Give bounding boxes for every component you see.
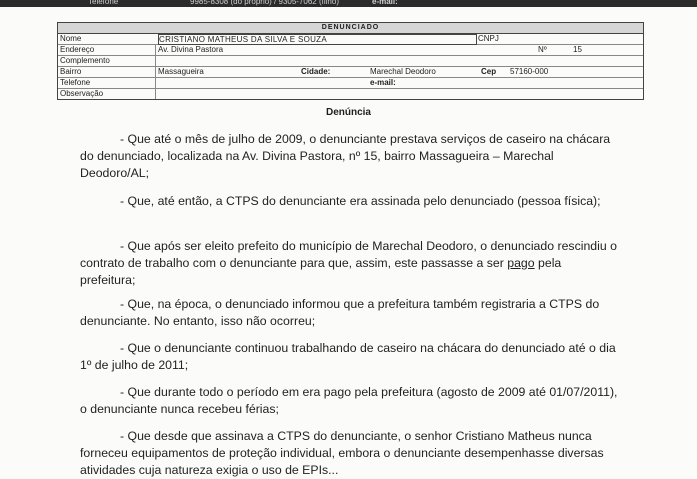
numero-value: 15 bbox=[573, 45, 582, 54]
cep-value: 57160-000 bbox=[510, 67, 549, 76]
paragraph-2-text: - Que, até então, a CTPS do denunciante era assinada pelo denunciado (pessoa física); bbox=[120, 194, 601, 208]
divider bbox=[155, 56, 156, 66]
paragraph-1 bbox=[80, 131, 620, 182]
telefone-row-label: Telefone bbox=[60, 78, 91, 87]
form-header: DENUNCIADO bbox=[58, 23, 643, 34]
cnpj-label: CNPJ bbox=[478, 34, 499, 43]
observacao-label: Observação bbox=[60, 89, 104, 98]
divider bbox=[155, 89, 156, 99]
paragraph-5 bbox=[80, 340, 620, 374]
bairro-label: Bairro bbox=[60, 67, 82, 76]
paragraph-3-text bbox=[80, 238, 620, 289]
row-observacao bbox=[58, 89, 643, 99]
nome-label: Nome bbox=[60, 34, 82, 43]
nome-value: CRISTIANO MATHEUS DA SILVA E SOUZA bbox=[158, 34, 477, 45]
divider bbox=[155, 78, 156, 88]
row-complemento bbox=[58, 56, 643, 67]
cidade-label: Cidade: bbox=[301, 67, 331, 76]
complemento-label: Complemento bbox=[60, 56, 110, 65]
cep-label: Cep bbox=[481, 67, 497, 76]
divider bbox=[155, 45, 156, 55]
email-label: e-mail: bbox=[372, 0, 398, 6]
bairro-value: Massagueira bbox=[158, 67, 204, 76]
numero-label: Nº bbox=[538, 45, 547, 54]
telefone-label: Telefone bbox=[88, 0, 119, 6]
previous-section-strip bbox=[0, 0, 697, 7]
paragraph-3-part-2: pela prefeitura; bbox=[80, 256, 562, 287]
paragraph-7 bbox=[80, 428, 620, 479]
row-nome bbox=[58, 34, 643, 45]
email-row-label: e-mail: bbox=[370, 78, 396, 87]
row-bairro bbox=[58, 67, 643, 78]
paragraph-6 bbox=[80, 384, 620, 418]
denuncia-title: Denúncia bbox=[325, 107, 371, 118]
endereco-value: Av. Divina Pastora bbox=[158, 45, 224, 54]
paragraph-4 bbox=[80, 296, 620, 330]
divider bbox=[155, 67, 156, 77]
paragraph-3-part-1: - Que após ser eleito prefeito do município de Marechal Deodoro, o denunciado rescindiu o contrato de trabalho com o denunciante para que, assim, este passasse a ser bbox=[80, 239, 617, 270]
paragraph-3 bbox=[80, 238, 620, 289]
paragraph-7-text: - Que desde que assinava a CTPS do denunciante, o senhor Cristiano Matheus nunca forneceu equipamentos de proteção individual, embora o denunciante desempenhasse diversas atividades cuja natureza exigia o uso de EPIs... bbox=[80, 429, 604, 477]
row-endereco bbox=[58, 45, 643, 56]
denunciado-form bbox=[57, 22, 644, 100]
endereco-label: Endereço bbox=[60, 45, 95, 54]
telefone-value: 9985-8308 (do proprio) / 9305-7062 (filho) bbox=[190, 0, 339, 6]
paragraph-4-text: - Que, na época, o denunciado informou que a prefeitura também registraria a CTPS do denunciante. No entanto, isso não ocorreu; bbox=[80, 297, 600, 328]
cidade-value: Marechal Deodoro bbox=[370, 67, 436, 76]
paragraph-2 bbox=[80, 193, 620, 210]
paragraph-6-text: - Que durante todo o período em era pago pela prefeitura (agosto de 2009 até 01/07/2011), o denunciante nunca recebeu férias; bbox=[80, 385, 618, 416]
row-telefone bbox=[58, 78, 643, 89]
paragraph-1-text: - Que até o mês de julho de 2009, o denunciante prestava serviços de caseiro na chácara do denunciado, localizada na Av. Divina Pastora, nº 15, bairro Massagueira – Marechal Deodoro/AL; bbox=[80, 132, 611, 180]
paragraph-3-underlined: pago bbox=[507, 256, 535, 270]
paragraph-5-text: - Que o denunciante continuou trabalhando de caseiro na chácara do denunciado até o dia 1º de julho de 2011; bbox=[80, 341, 616, 372]
